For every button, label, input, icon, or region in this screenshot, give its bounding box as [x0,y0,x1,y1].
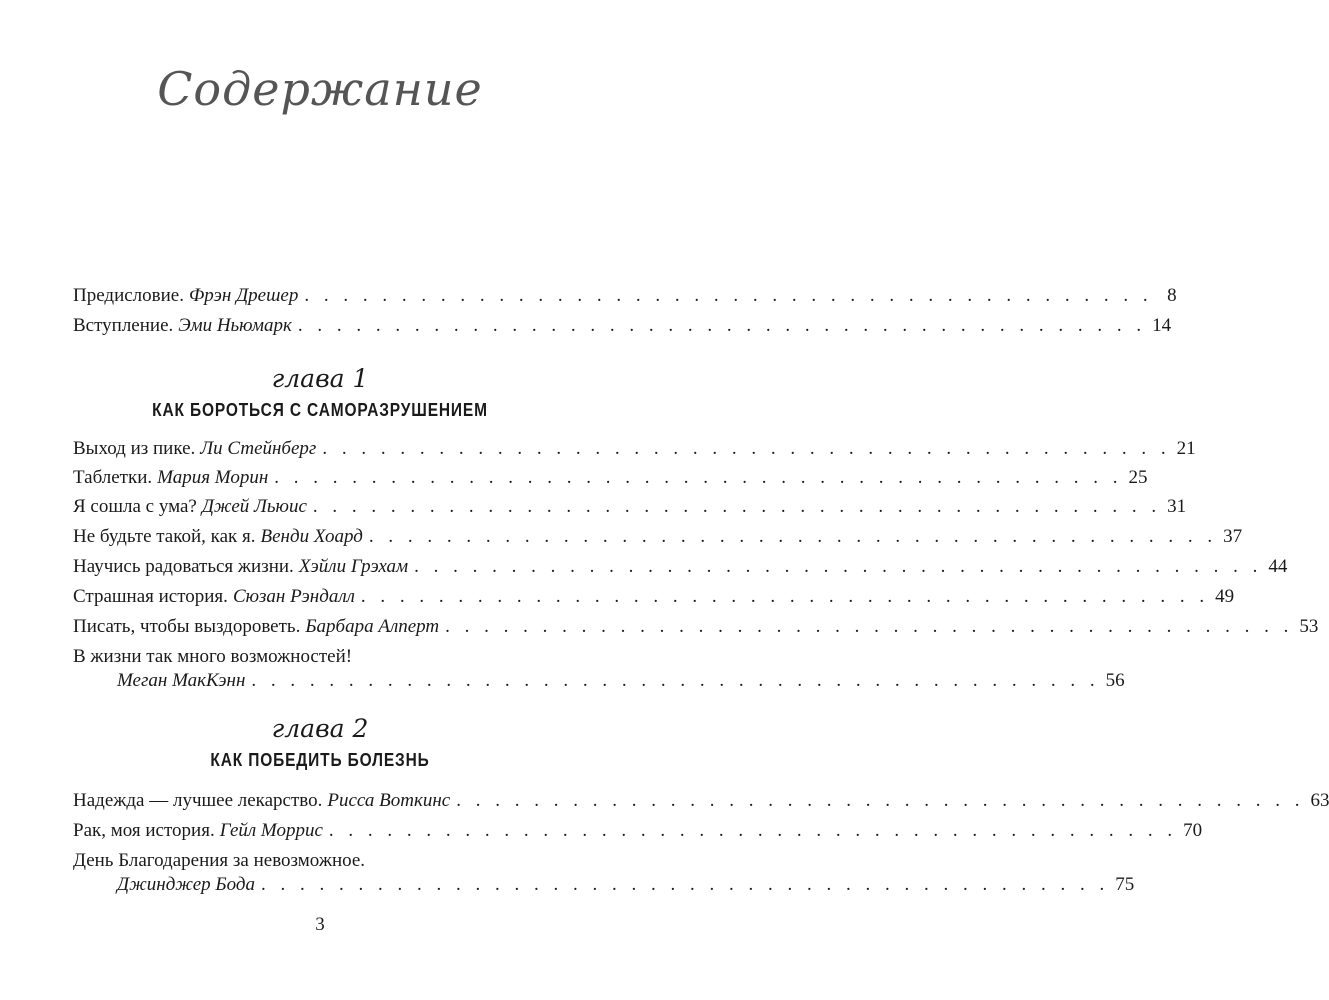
toc-entry-page: 8 [1167,285,1177,306]
toc-entry-title: Вступление. [73,315,174,336]
toc-entry-author: Рисса Воткинс [327,790,451,811]
toc-entry[interactable] [73,820,1203,846]
toc-entry-author: Венди Хоард [260,526,363,547]
toc-entry-title: Писать, чтобы выздороветь. [73,616,301,637]
toc-entry-page: 63 [1310,790,1329,811]
leader-dots: . . . . . . . . . . . . . . . . . . . . . . . . . . . . . . . . . . . . . . . . . . . . [304,285,1153,306]
leader-dots: . . . . . . . . . . . . . . . . . . . . . . . . . . . . . . . . . . . . . . . . . . . . [360,586,1210,607]
toc-entry[interactable] [73,586,1235,612]
toc-entry-author: Фрэн Дрешер [188,285,299,306]
toc-entry[interactable] [73,526,1243,552]
chapter-1-title: КАК БОРОТЬСЯ С САМОРАЗРУШЕНИЕМ [152,400,488,420]
toc-entry-title: Научись радоваться жизни. [73,556,294,577]
toc-entry-author: Эми Ньюмарк [178,315,292,336]
toc-entry-author: Хэйли Грэхам [298,556,409,577]
toc-entry-author: Мария Морин [157,467,269,488]
toc-entry-author: Гейл Моррис [219,820,323,841]
toc-entry[interactable] [73,467,1148,493]
toc-entry[interactable] [73,496,1187,522]
toc-entry-page: 53 [1299,616,1319,637]
leader-dots: . . . . . . . . . . . . . . . . . . . . . . . . . . . . . . . . . . . . . . . . . . . . [251,670,1100,691]
toc-entry-author: Ли Стейнберг [200,438,317,459]
toc-entry-page: 49 [1215,586,1235,607]
toc-entry-author: Барбара Алперт [305,616,440,637]
chapter-2-title: КАК ПОБЕДИТЬ БОЛЕЗНЬ [210,750,430,770]
toc-entry[interactable] [73,874,1135,900]
toc-entry[interactable] [73,315,1172,341]
toc-entry-author: Джей Льюис [201,496,307,517]
toc-entry-page: 37 [1223,526,1243,547]
toc-entry-title: Не будьте такой, как я. [73,526,256,547]
leader-dots: . . . . . . . . . . . . . . . . . . . . . . . . . . . . . . . . . . . . . . . . . . . . [456,790,1305,811]
page-number: 3 [315,914,325,935]
leader-dots: . . . . . . . . . . . . . . . . . . . . . . . . . . . . . . . . . . . . . . . . . . . . [260,874,1110,895]
toc-entry-author: Джинджер Бода [117,874,255,895]
toc-entry-title: Надежда — лучшее лекарство. [73,790,323,811]
leader-dots: . . . . . . . . . . . . . . . . . . . . . . . . . . . . . . . . . . . . . . . . . . . . [322,438,1171,459]
toc-entry[interactable] [73,670,1125,696]
toc-entry-page: 31 [1167,496,1187,517]
toc-entry-title[interactable]: День Благодарения за невозможное. [73,850,366,871]
leader-dots: . . . . . . . . . . . . . . . . . . . . . . . . . . . . . . . . . . . . . . . . . . . . [445,616,1294,637]
toc-entry[interactable] [73,556,1288,582]
toc-entry-author: Сюзан Рэндалл [232,586,355,607]
toc-entry[interactable] [73,438,1196,464]
toc-entry-page: 70 [1183,820,1203,841]
toc-entry-title: Таблетки. [73,467,153,488]
toc-entry-page: 56 [1105,670,1125,691]
leader-dots: . . . . . . . . . . . . . . . . . . . . . . . . . . . . . . . . . . . . . . . . . . . . [328,820,1178,841]
chapter-1-label: глава 1 [271,364,369,393]
toc-entry-page: 75 [1115,874,1135,895]
toc-entry-title: Предисловие. [73,285,184,306]
page-title: Содержание [157,62,483,116]
toc-entry-title: Выход из пике. [73,438,196,459]
toc-entry-page: 25 [1128,467,1148,488]
leader-dots: . . . . . . . . . . . . . . . . . . . . . . . . . . . . . . . . . . . . . . . . . . . . [312,496,1162,517]
toc-entry[interactable] [73,285,1177,311]
toc-entry-author: Меган МакКэнн [117,670,246,691]
leader-dots: . . . . . . . . . . . . . . . . . . . . . . . . . . . . . . . . . . . . . . . . . . . . [368,526,1218,547]
toc-entry-title: Я сошла с ума? [73,496,197,517]
leader-dots: . . . . . . . . . . . . . . . . . . . . . . . . . . . . . . . . . . . . . . . . . . . . [297,315,1147,336]
toc-entry[interactable] [73,616,1319,642]
toc-entry[interactable] [73,790,1329,816]
chapter-2-label: глава 2 [271,714,369,743]
toc-entry-title[interactable]: В жизни так много возможностей! [73,646,353,667]
toc-entry-page: 21 [1176,438,1196,459]
toc-entry-page: 14 [1152,315,1172,336]
leader-dots: . . . . . . . . . . . . . . . . . . . . . . . . . . . . . . . . . . . . . . . . . . . . [414,556,1263,577]
toc-entry-title: Рак, моя история. [73,820,215,841]
toc-entry-page: 44 [1268,556,1288,577]
leader-dots: . . . . . . . . . . . . . . . . . . . . . . . . . . . . . . . . . . . . . . . . . . . . [274,467,1123,488]
toc-entry-title: Страшная история. [73,586,228,607]
